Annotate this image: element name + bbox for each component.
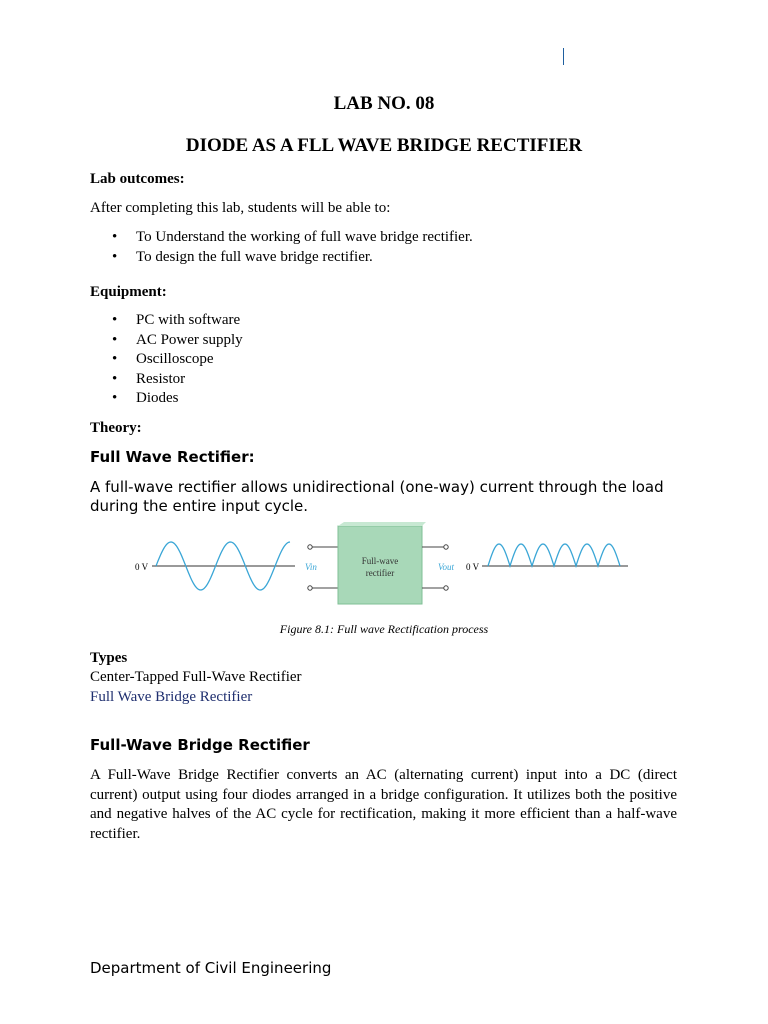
bullet-icon: •	[112, 351, 118, 367]
input-zero-label: 0 V	[135, 562, 149, 572]
box-label-line2: rectifier	[365, 568, 395, 578]
list-item: • Diodes	[90, 389, 243, 409]
box-top-face	[338, 522, 426, 526]
bullet-icon: •	[112, 390, 118, 406]
page-footer: Department of Civil Engineering	[90, 959, 332, 977]
types-heading: Types	[90, 650, 128, 666]
outcomes-intro: After completing this lab, students will be able to:	[90, 200, 391, 216]
theory-heading: Theory:	[90, 420, 142, 436]
list-item: • Oscilloscope	[90, 350, 243, 370]
outcomes-list	[90, 228, 473, 267]
list-item: • To design the full wave bridge rectifier.	[90, 248, 473, 268]
input-terminal-top	[308, 545, 312, 549]
vin-label: Vin	[305, 562, 317, 572]
bullet-icon: •	[112, 312, 118, 328]
output-terminal-top	[444, 545, 448, 549]
full-wave-rectifier-heading: Full Wave Rectifier:	[90, 448, 255, 466]
vout-label: Vout	[438, 562, 455, 572]
page-title: DIODE AS A FLL WAVE BRIDGE RECTIFIER	[185, 135, 583, 156]
equipment-list	[90, 311, 243, 409]
rectified-output-wave	[488, 544, 620, 566]
full-wave-rectifier-text: A full-wave rectifier allows unidirectional (one-way) current through the load during the entire input cycle.	[90, 478, 664, 515]
outcomes-heading: Lab outcomes:	[90, 171, 185, 187]
rectification-figure	[130, 520, 640, 610]
text-cursor	[563, 48, 564, 65]
bridge-rectifier-text: A Full-Wave Bridge Rectifier converts an AC (alternating current) input into a DC (direct current) output using four diodes arranged in a bridge configuration. It utilizes both the positive and negative halves of the AC cycle for rectification, making it more efficient than a half-wave rectifier.	[90, 767, 677, 842]
bullet-icon: •	[112, 229, 118, 245]
output-terminal-bottom	[444, 586, 448, 590]
input-terminal-bottom	[308, 586, 312, 590]
bridge-rectifier-heading: Full-Wave Bridge Rectifier	[90, 736, 310, 754]
box-label-line1: Full-wave	[361, 556, 399, 566]
list-item: • PC with software	[90, 311, 243, 331]
type-item-center-tapped: Center-Tapped Full-Wave Rectifier	[90, 669, 302, 685]
bullet-icon: •	[112, 248, 118, 265]
type-item-bridge-link[interactable]: Full Wave Bridge Rectifier	[90, 689, 253, 705]
lab-number: LAB NO. 08	[333, 93, 435, 114]
figure-caption: Figure 8.1: Full wave Rectification process	[279, 622, 489, 636]
bullet-icon: •	[112, 370, 118, 387]
output-zero-label: 0 V	[466, 562, 480, 572]
list-item: • To Understand the working of full wave bridge rectifier.	[90, 228, 473, 248]
bullet-icon: •	[112, 331, 118, 348]
list-item: • AC Power supply	[90, 331, 243, 351]
list-item: • Resistor	[90, 370, 243, 390]
equipment-heading: Equipment:	[90, 284, 167, 300]
